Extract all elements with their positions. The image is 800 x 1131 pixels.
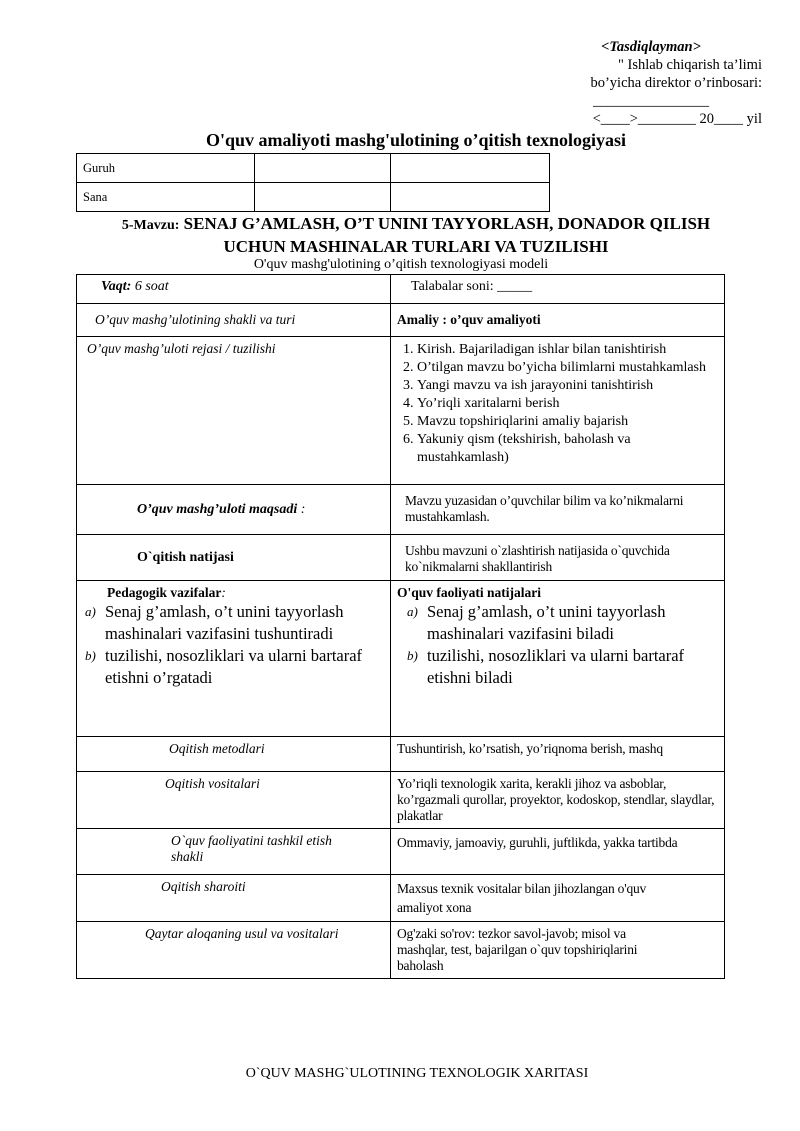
pedagogic-tasks-label: Pedagogik vazifalar	[107, 585, 222, 600]
topic-line-1: SENAJ G’AMLASH, O’T UNINI TAYYORLASH, DONADOR QILISH	[183, 214, 711, 233]
students-cell: Talabalar soni: _____	[391, 275, 725, 304]
list-item: a) Senaj g’amlash, o’t unini tayyorlash mashinalari vazifasini biladi	[407, 602, 666, 643]
table-row	[77, 875, 725, 922]
goal-value: Mavzu yuzasidan o’quvchilar bilim va ko’nikmalarni mustahkamlash.	[391, 485, 725, 535]
list-item: 5. Mavzu topshiriqlarini amaliy bajarish	[417, 413, 718, 431]
list-item: 3. Yangi mavzu va ish jarayonini tanishtirish	[417, 377, 718, 395]
table-row	[77, 922, 725, 979]
approval-heading: <Tasdiqlayman>	[601, 39, 701, 55]
tools-label: Oqitish vositalari	[77, 772, 391, 829]
organization-label: O`quv faoliyatini tashkil etish shakli	[77, 829, 391, 875]
group-cell	[255, 154, 391, 183]
table-row	[77, 829, 725, 875]
plan-cell	[391, 337, 725, 485]
table-row	[77, 183, 550, 212]
activity-results-label: O'quv faoliyati natijalari	[397, 585, 542, 600]
time-cell: Vaqt: 6 soat	[77, 275, 391, 304]
approval-line-1: " Ishlab chiqarish ta’limi	[617, 57, 762, 73]
model-subtitle: O'quv mashg'ulotining o’qitish texnologiyasi modeli	[253, 257, 549, 272]
methods-value: Tushuntirish, ko’rsatish, yo’riqnoma berish, mashq	[391, 737, 725, 772]
table-row	[77, 535, 725, 581]
page-title: O'quv amaliyoti mashg'ulotining o’qitish texnologiyasi	[205, 130, 627, 150]
table-row	[77, 275, 725, 304]
plan-list	[397, 341, 718, 467]
conditions-value: Maxsus texnik vositalar bilan jihozlangan o'quv amaliyot xona	[391, 875, 725, 922]
footer-title: O`QUV MASHG`ULOTINING TEXNOLOGIK XARITASI	[245, 1066, 589, 1081]
list-item: 1. Kirish. Bajariladigan ishlar bilan tanishtirish	[417, 341, 718, 359]
table-row	[77, 304, 725, 337]
goal-label-cell: O’quv mashg’uloti maqsadi :	[77, 485, 391, 535]
technology-model-table	[76, 274, 725, 979]
tools-value: Yo’riqli texnologik xarita, kerakli jihoz va asboblar, ko’rgazmali qurollar, proyektor, kodoskop, stendlar, slaydlar, plakatlar	[391, 772, 725, 829]
activity-results-cell	[391, 581, 725, 737]
feedback-value: Og'zaki so'rov: tezkor savol-javob; misol va mashqlar, test, bajarilgan o`quv topshiriqlarini baholash	[391, 922, 725, 979]
result-label: O`qitish natijasi	[77, 535, 391, 581]
organization-value: Ommaviy, jamoaviy, guruhli, juftlikda, yakka tartibda	[391, 829, 725, 875]
date-label: Sana	[77, 183, 255, 212]
list-item: 4. Yo’riqli xaritalarni berish	[417, 395, 718, 413]
table-row	[77, 737, 725, 772]
list-item: 6. Yakuniy qism (tekshirish, baholash va mustahkamlash)	[417, 431, 718, 467]
date-cell	[391, 183, 550, 212]
group-cell	[391, 154, 550, 183]
form-value: Amaliy : o’quv amaliyoti	[391, 304, 725, 337]
approval-block	[540, 38, 762, 128]
list-item: a) Senaj g’amlash, o’t unini tayyorlash mashinalari vazifasini tushuntiradi	[85, 602, 344, 643]
topic-label: 5-Mavzu:	[121, 218, 180, 233]
approval-line-2: bo’yicha direktor o’rinbosari:	[590, 75, 762, 91]
approval-signature-line: ________________	[593, 93, 709, 109]
methods-label: Oqitish metodlari	[77, 737, 391, 772]
result-value: Ushbu mavzuni o`zlashtirish natijasida o`quvchida ko`nikmalarni shakllantirish	[391, 535, 725, 581]
list-item: b) tuzilishi, nosozliklari va ularni bartaraf etishni o’rgatadi	[85, 646, 363, 687]
topic-line-2: UCHUN MASHINALAR TURLARI VA TUZILISHI	[223, 237, 609, 256]
table-row	[77, 337, 725, 485]
topic-heading	[76, 213, 756, 257]
date-cell	[255, 183, 391, 212]
feedback-label: Qaytar aloqaning usul va vositalari	[77, 922, 391, 979]
approval-date-line: <____>________ 20____ yil	[592, 111, 762, 127]
list-item: b) tuzilishi, nosozliklari va ularni bartaraf etishni biladi	[407, 646, 685, 687]
group-label: Guruh	[77, 154, 255, 183]
table-row	[77, 485, 725, 535]
table-row	[77, 772, 725, 829]
pedagogic-tasks-cell: Pedagogik vazifalar: a) Senaj g’amlash, o’t unini tayyorlash mashinalari vazifasini tushuntiradi b) tuzilishi, nosozliklari va ularni bartaraf etishni o’rgatadi	[77, 581, 391, 737]
plan-label: O’quv mashg’uloti rejasi / tuzilishi	[77, 337, 391, 485]
conditions-label: Oqitish sharoiti	[77, 875, 391, 922]
list-item: 2. O’tilgan mavzu bo’yicha bilimlarni mustahkamlash	[417, 359, 718, 377]
form-label: O’quv mashg’ulotining shakli va turi	[77, 304, 391, 337]
table-row	[77, 154, 550, 183]
table-row	[77, 581, 725, 737]
group-date-table	[76, 153, 550, 212]
